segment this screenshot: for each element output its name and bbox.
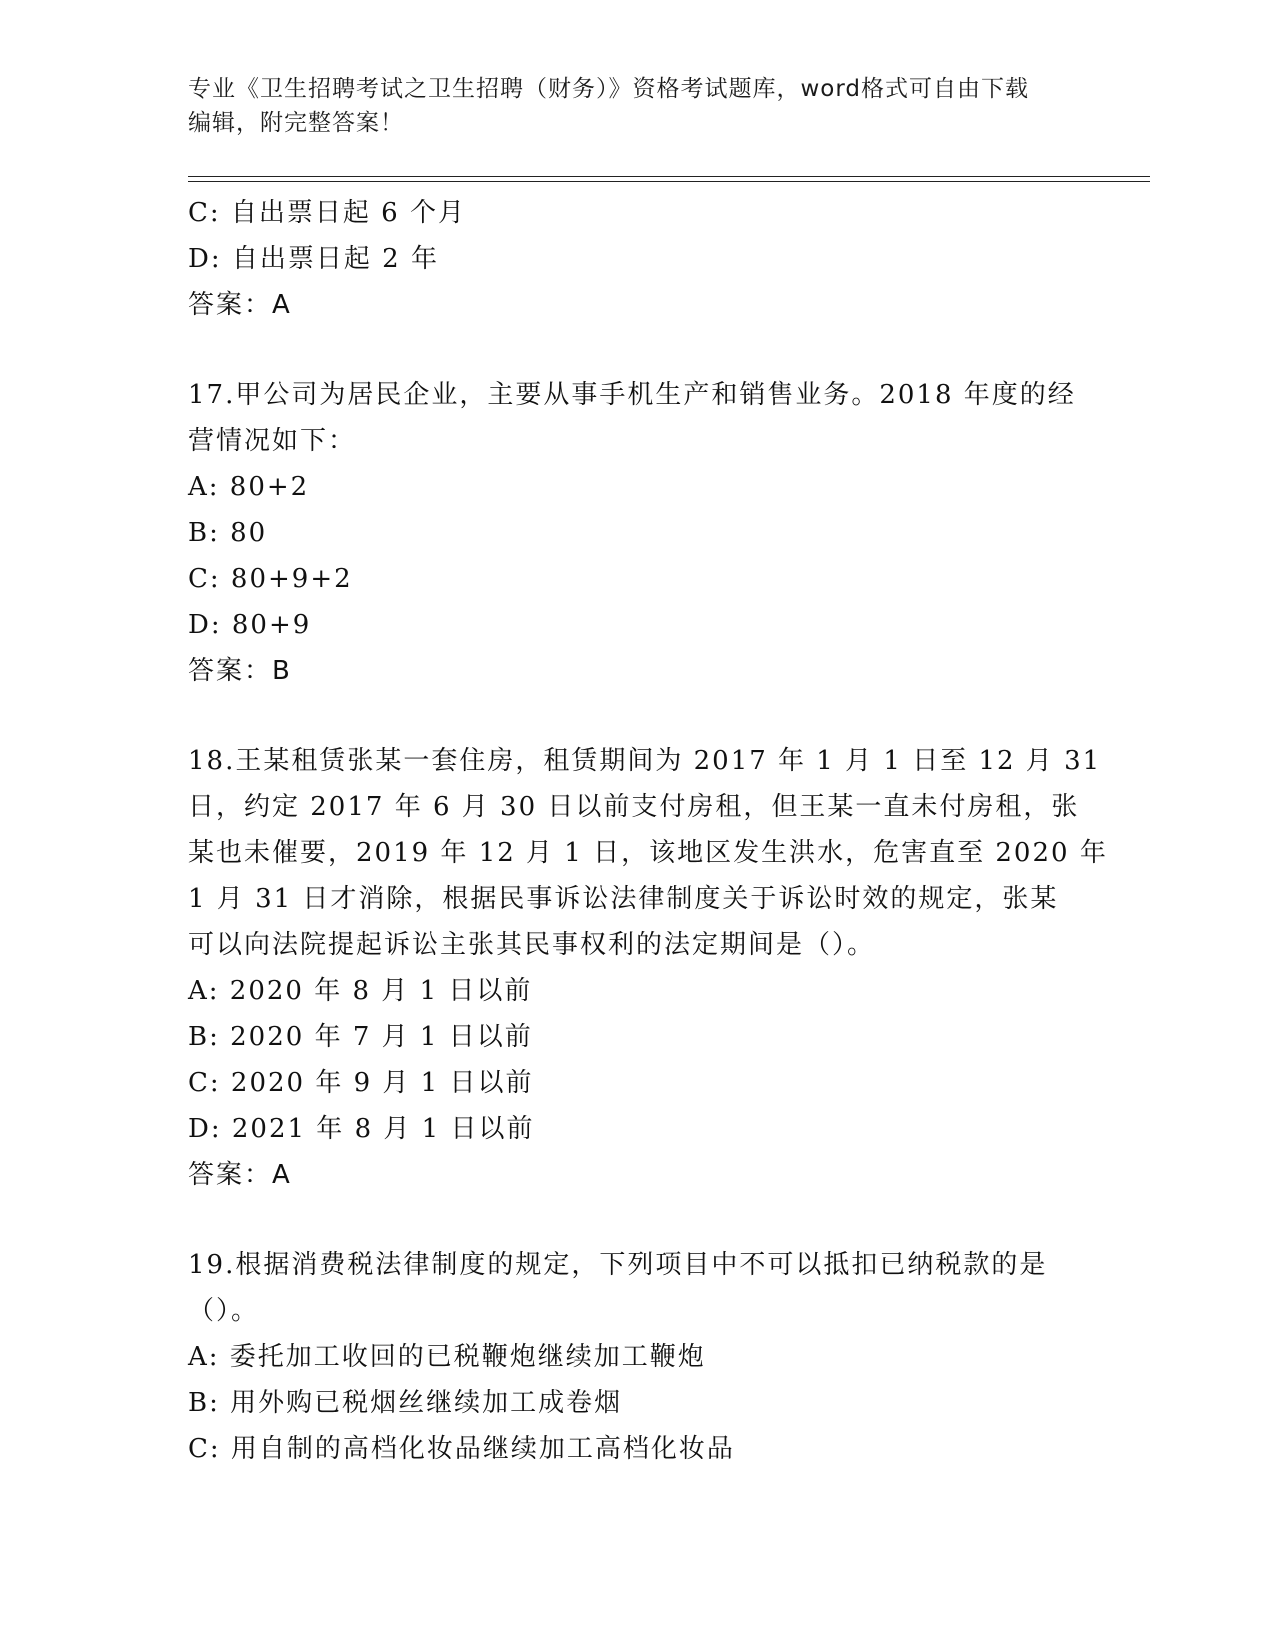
question-text-line: （）。 bbox=[188, 1296, 260, 1326]
question-list bbox=[188, 190, 1108, 1472]
option-a: A: 委托加工收回的已税鞭炮继续加工鞭炮 bbox=[188, 1342, 706, 1372]
option-b: B: 用外购已税烟丝继续加工成卷烟 bbox=[188, 1388, 623, 1418]
question-text-line: 营情况如下： bbox=[188, 426, 357, 456]
question-text-line: 19.根据消费税法律制度的规定，下列项目中不可以抵扣已纳税款的是 bbox=[188, 1250, 1048, 1280]
option-c: C: 2020 年 9 月 1 日以前 bbox=[188, 1068, 534, 1098]
option-b: B: 80 bbox=[188, 518, 268, 548]
answer-label: 答案：B bbox=[188, 656, 292, 686]
header-divider-bottom bbox=[188, 181, 1150, 182]
question-18 bbox=[188, 738, 1108, 1198]
option-a: A: 80+2 bbox=[188, 472, 310, 502]
question-text-line: 某也未催要，2019 年 12 月 1 日，该地区发生洪水，危害直至 2020 年 bbox=[188, 838, 1108, 868]
question-text-line: 18.王某租赁张某一套住房，租赁期间为 2017 年 1 月 1 日至 12 月 31 bbox=[188, 746, 1102, 776]
option-c: C: 用自制的高档化妆品继续加工高档化妆品 bbox=[188, 1434, 735, 1464]
option-c: C: 80+9+2 bbox=[188, 564, 353, 594]
question-19 bbox=[188, 1242, 1088, 1472]
answer-label: 答案：A bbox=[188, 1160, 292, 1190]
answer-label: 答案：A bbox=[188, 290, 292, 320]
question-17 bbox=[188, 372, 1088, 694]
question-text-line: 17.甲公司为居民企业，主要从事手机生产和销售业务。2018 年度的经 bbox=[188, 380, 1076, 410]
option-d: D: 自出票日起 2 年 bbox=[188, 244, 439, 274]
option-d: D: 2021 年 8 月 1 日以前 bbox=[188, 1114, 535, 1144]
option-d: D: 80+9 bbox=[188, 610, 312, 640]
option-c: C: 自出票日起 6 个月 bbox=[188, 198, 466, 228]
header-line-2: 编辑，附完整答案！ bbox=[188, 110, 404, 136]
question-16 bbox=[188, 190, 1088, 328]
question-text-line: 可以向法院提起诉讼主张其民事权利的法定期间是（）。 bbox=[188, 930, 876, 960]
question-text-line: 日，约定 2017 年 6 月 30 日以前支付房租，但王某一直未付房租，张 bbox=[188, 792, 1080, 822]
question-text-line: 1 月 31 日才消除，根据民事诉讼法律制度关于诉讼时效的规定，张某 bbox=[188, 884, 1059, 914]
option-b: B: 2020 年 7 月 1 日以前 bbox=[188, 1022, 533, 1052]
header-divider-top bbox=[188, 176, 1150, 177]
option-a: A: 2020 年 8 月 1 日以前 bbox=[188, 976, 533, 1006]
document-header bbox=[188, 72, 1088, 140]
header-line-1: 专业《卫生招聘考试之卫生招聘（财务）》资格考试题库，word格式可自由下载 bbox=[188, 76, 1030, 102]
